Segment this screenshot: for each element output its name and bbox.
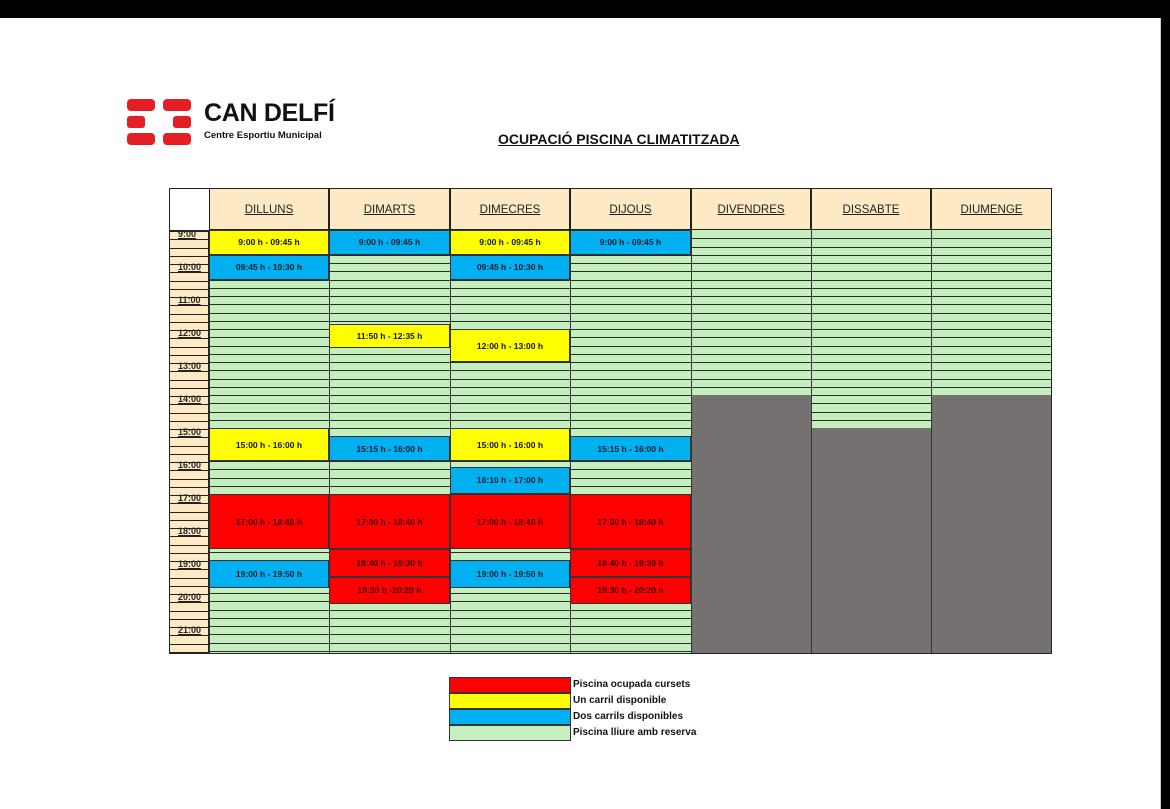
brand-subtitle: Centre Esportiu Municipal — [204, 130, 322, 141]
closed-period — [931, 395, 1052, 654]
slot-line — [932, 313, 1052, 314]
schedule-block: 9:00 h - 09:45 h — [209, 230, 329, 255]
slot-line — [210, 321, 329, 322]
slot-line — [210, 634, 329, 635]
slot-line — [812, 412, 931, 413]
schedule-block: 09:45 h - 10:30 h — [450, 255, 570, 280]
slot-line — [330, 370, 450, 371]
slot-line — [812, 395, 931, 396]
time-subdivision — [170, 404, 210, 405]
schedule-block: 19:30 h - 20:20 h — [570, 577, 691, 605]
slot-line — [692, 247, 811, 248]
slot-line — [330, 395, 450, 396]
slot-line — [451, 412, 570, 413]
slot-line — [692, 313, 811, 314]
slot-line — [571, 329, 691, 330]
slot-line — [451, 362, 570, 363]
time-subdivision — [170, 446, 210, 447]
slot-line — [451, 387, 570, 388]
slot-line — [571, 461, 691, 462]
slot-line — [210, 370, 329, 371]
slot-line — [330, 271, 450, 272]
slot-line — [692, 370, 811, 371]
schedule-block: 17:00 h - 18:40 h — [329, 494, 450, 549]
legend-swatch — [449, 725, 571, 741]
slot-line — [210, 593, 329, 594]
slot-line — [571, 321, 691, 322]
slot-line — [812, 313, 931, 314]
time-subdivision — [170, 355, 210, 356]
slot-line — [571, 412, 691, 413]
schedule-block: 15:15 h - 16:00 h — [329, 436, 450, 461]
slot-line — [451, 313, 570, 314]
slot-line — [812, 247, 931, 248]
slot-line — [210, 313, 329, 314]
slot-line — [571, 346, 691, 347]
schedule-block: 15:00 h - 16:00 h — [450, 428, 570, 461]
time-subdivision — [170, 644, 210, 645]
slot-line — [451, 461, 570, 462]
slot-line — [330, 634, 450, 635]
brand-name: CAN DELFÍ — [204, 99, 335, 127]
slot-line — [932, 296, 1052, 297]
schedule-block: 9:00 h - 09:45 h — [329, 230, 450, 255]
slot-line — [932, 321, 1052, 322]
slot-line — [210, 552, 329, 553]
slot-line — [210, 395, 329, 396]
slot-line — [812, 263, 931, 264]
slot-line — [210, 461, 329, 462]
slot-line — [692, 329, 811, 330]
slot-line — [571, 618, 691, 619]
slot-line — [571, 379, 691, 380]
hour-label: 20:00 — [178, 592, 202, 602]
slot-line — [812, 304, 931, 305]
slot-line — [571, 370, 691, 371]
closed-period — [691, 395, 811, 654]
time-subdivision — [170, 289, 210, 290]
time-subdivision — [170, 314, 210, 315]
hour-label: 14:00 — [178, 394, 202, 404]
slot-line — [210, 337, 329, 338]
day-header-dimecres: DIMECRES — [450, 188, 570, 230]
slot-line — [812, 288, 931, 289]
legend-item — [449, 709, 704, 725]
schedule-block: 9:00 h - 09:45 h — [450, 230, 570, 255]
slot-line — [571, 271, 691, 272]
slot-line — [330, 387, 450, 388]
slot-line — [330, 486, 450, 487]
slot-line — [330, 296, 450, 297]
slot-line — [812, 337, 931, 338]
time-subdivision — [170, 272, 210, 273]
slot-line — [692, 354, 811, 355]
slot-line — [210, 296, 329, 297]
slot-line — [571, 651, 691, 652]
time-subdivision — [170, 388, 210, 389]
slot-line — [210, 486, 329, 487]
time-subdivision — [170, 487, 210, 488]
schedule-block: 17:00 h - 18:40 h — [570, 494, 691, 549]
hour-label: 16:00 — [178, 460, 202, 470]
slot-line — [451, 321, 570, 322]
slot-line — [571, 610, 691, 611]
slot-line — [812, 280, 931, 281]
slot-line — [571, 486, 691, 487]
slot-line — [571, 263, 691, 264]
time-subdivision — [170, 437, 210, 438]
time-subdivision — [170, 454, 210, 455]
hour-label: 10:00 — [178, 262, 202, 272]
slot-line — [571, 387, 691, 388]
slot-line — [330, 610, 450, 611]
page-title: OCUPACIÓ PISCINA CLIMATITZADA — [498, 131, 740, 147]
legend-swatch — [449, 677, 571, 693]
hour-label: 15:00 — [178, 427, 202, 437]
slot-line — [451, 618, 570, 619]
slot-line — [692, 296, 811, 297]
slot-line — [210, 478, 329, 479]
schedule-block: 18:40 h - 19:30 h — [329, 549, 450, 577]
slot-line — [330, 379, 450, 380]
slot-line — [692, 337, 811, 338]
slot-line — [932, 263, 1052, 264]
slot-line — [330, 618, 450, 619]
slot-line — [210, 304, 329, 305]
slot-line — [451, 280, 570, 281]
slot-line — [692, 321, 811, 322]
time-subdivision — [170, 569, 210, 570]
legend-item — [449, 693, 704, 709]
day-header-dilluns: DILLUNS — [209, 188, 329, 230]
slot-line — [812, 255, 931, 256]
slot-line — [451, 420, 570, 421]
slot-line — [330, 313, 450, 314]
slot-line — [932, 288, 1052, 289]
slot-line — [210, 618, 329, 619]
slot-line — [692, 271, 811, 272]
time-subdivision — [170, 602, 210, 603]
slot-line — [571, 428, 691, 429]
schedule-block: 19:00 h - 19:50 h — [450, 560, 570, 588]
schedule-block: 9:00 h - 09:45 h — [570, 230, 691, 255]
slot-line — [210, 280, 329, 281]
slot-line — [451, 626, 570, 627]
hour-label: 12:00 — [178, 328, 202, 338]
slot-line — [571, 634, 691, 635]
schedule-grid — [169, 188, 1052, 654]
time-subdivision — [170, 239, 210, 240]
hour-label: 19:00 — [178, 559, 202, 569]
time-subdivision — [170, 536, 210, 537]
slot-line — [451, 288, 570, 289]
schedule-block: 19:00 h - 19:50 h — [209, 560, 329, 588]
hour-label: 21:00 — [178, 625, 202, 635]
legend-item — [449, 677, 704, 693]
slot-line — [330, 626, 450, 627]
slot-line — [692, 362, 811, 363]
slot-line — [330, 478, 450, 479]
slot-line — [210, 362, 329, 363]
slot-line — [692, 263, 811, 264]
slot-line — [210, 387, 329, 388]
day-header-dissabte: DISSABTE — [811, 188, 931, 230]
slot-line — [451, 370, 570, 371]
slot-line — [812, 379, 931, 380]
day-header-divendres: DIVENDRES — [691, 188, 811, 230]
slot-line — [932, 329, 1052, 330]
slot-line — [571, 469, 691, 470]
slot-line — [932, 271, 1052, 272]
slot-line — [451, 643, 570, 644]
slot-line — [451, 552, 570, 553]
slot-line — [812, 296, 931, 297]
time-subdivision — [170, 503, 210, 504]
slot-line — [812, 370, 931, 371]
slot-line — [812, 420, 931, 421]
slot-line — [451, 403, 570, 404]
schedule-block: 12:00 h - 13:00 h — [450, 329, 570, 362]
slot-line — [451, 296, 570, 297]
slot-line — [692, 346, 811, 347]
time-subdivision — [170, 322, 210, 323]
time-subdivision — [170, 470, 210, 471]
slot-line — [932, 247, 1052, 248]
slot-line — [692, 288, 811, 289]
slot-line — [932, 370, 1052, 371]
hour-label: 18:00 — [178, 526, 202, 536]
slot-line — [932, 304, 1052, 305]
day-header-dimarts: DIMARTS — [329, 188, 450, 230]
slot-line — [330, 280, 450, 281]
time-subdivision — [170, 520, 210, 521]
slot-line — [451, 601, 570, 602]
slot-line — [692, 255, 811, 256]
slot-line — [210, 469, 329, 470]
slot-line — [571, 403, 691, 404]
schedule-block: 17:00 h - 18:40 h — [450, 494, 570, 549]
slot-line — [932, 362, 1052, 363]
slot-line — [451, 379, 570, 380]
slot-line — [932, 337, 1052, 338]
slot-line — [932, 379, 1052, 380]
slot-line — [812, 362, 931, 363]
can-delfi-logo-icon — [127, 99, 191, 145]
time-subdivision — [170, 586, 210, 587]
slot-line — [330, 321, 450, 322]
slot-line — [812, 354, 931, 355]
slot-line — [932, 280, 1052, 281]
slot-line — [812, 403, 931, 404]
time-subdivision — [170, 256, 210, 257]
slot-line — [812, 387, 931, 388]
slot-line — [210, 379, 329, 380]
time-subdivision — [170, 611, 210, 612]
legend-label: Un carril disponible — [573, 695, 667, 706]
hour-label: 9:00 — [178, 229, 197, 239]
legend-item — [449, 725, 704, 741]
time-subdivision — [170, 413, 210, 414]
schedule-block: 16:10 h - 17:00 h — [450, 467, 570, 495]
time-subdivision — [170, 281, 210, 282]
hour-label: 13:00 — [178, 361, 202, 371]
legend-label: Piscina lliure amb reserva — [573, 727, 697, 738]
hour-label: 11:00 — [178, 295, 201, 305]
slot-line — [451, 593, 570, 594]
schedule-block: 09:45 h - 10:30 h — [209, 255, 329, 280]
time-subdivision — [170, 248, 210, 249]
time-subdivision — [170, 305, 210, 306]
hour-label: 17:00 — [178, 493, 202, 503]
slot-line — [812, 238, 931, 239]
time-subdivision — [170, 347, 210, 348]
schedule-block: 15:15 h - 16:00 h — [570, 436, 691, 461]
slot-line — [330, 288, 450, 289]
slot-line — [451, 651, 570, 652]
slot-line — [932, 387, 1052, 388]
slot-line — [571, 313, 691, 314]
slot-line — [571, 643, 691, 644]
slot-line — [571, 280, 691, 281]
schedule-block: 17:00 h - 18:40 h — [209, 494, 329, 549]
slot-line — [692, 387, 811, 388]
slot-line — [330, 354, 450, 355]
slot-line — [571, 337, 691, 338]
slot-line — [330, 420, 450, 421]
slot-line — [571, 288, 691, 289]
slot-line — [812, 271, 931, 272]
legend-label: Piscina ocupada cursets — [573, 679, 691, 690]
slot-line — [210, 601, 329, 602]
slot-line — [571, 395, 691, 396]
time-subdivision — [170, 635, 210, 636]
legend-swatch — [449, 693, 571, 709]
time-subdivision — [170, 421, 210, 422]
slot-line — [812, 321, 931, 322]
slot-line — [330, 461, 450, 462]
slot-line — [210, 346, 329, 347]
slot-line — [571, 362, 691, 363]
slot-line — [330, 412, 450, 413]
slot-line — [210, 651, 329, 652]
slot-line — [571, 304, 691, 305]
day-header-dijous: DIJOUS — [570, 188, 691, 230]
schedule-block: 19:30 h -20:20 h — [329, 577, 450, 605]
slot-line — [692, 304, 811, 305]
time-subdivision — [170, 652, 210, 653]
slot-line — [210, 403, 329, 404]
time-subdivision — [170, 479, 210, 480]
slot-line — [812, 329, 931, 330]
closed-period — [811, 428, 931, 654]
time-subdivision — [170, 380, 210, 381]
slot-line — [451, 634, 570, 635]
slot-line — [210, 626, 329, 627]
schedule-block: 18:40 h - 19:30 h — [570, 549, 691, 577]
slot-line — [451, 610, 570, 611]
slot-line — [571, 354, 691, 355]
slot-line — [210, 329, 329, 330]
schedule-block: 11:50 h - 12:35 h — [329, 324, 450, 349]
slot-line — [210, 412, 329, 413]
slot-line — [932, 354, 1052, 355]
time-subdivision — [170, 619, 210, 620]
time-subdivision — [170, 371, 210, 372]
slot-line — [451, 395, 570, 396]
slot-line — [330, 362, 450, 363]
slot-line — [210, 354, 329, 355]
slot-line — [692, 238, 811, 239]
slot-line — [692, 379, 811, 380]
slot-line — [692, 280, 811, 281]
schedule-block: 15:00 h - 16:00 h — [209, 428, 329, 461]
time-subdivision — [170, 553, 210, 554]
time-subdivision — [170, 578, 210, 579]
slot-line — [210, 610, 329, 611]
slot-line — [210, 643, 329, 644]
slot-line — [932, 238, 1052, 239]
slot-line — [330, 643, 450, 644]
day-header-diumenge: DIUMENGE — [931, 188, 1052, 230]
slot-line — [571, 626, 691, 627]
slot-line — [571, 420, 691, 421]
slot-line — [571, 296, 691, 297]
slot-line — [330, 263, 450, 264]
slot-line — [812, 346, 931, 347]
slot-line — [330, 428, 450, 429]
page-edge — [1160, 18, 1161, 809]
slot-line — [571, 255, 691, 256]
slot-line — [330, 469, 450, 470]
time-subdivision — [170, 545, 210, 546]
legend-swatch — [449, 709, 571, 725]
slot-line — [451, 304, 570, 305]
slot-line — [330, 255, 450, 256]
slot-line — [330, 304, 450, 305]
slot-line — [210, 288, 329, 289]
slot-line — [571, 478, 691, 479]
time-subdivision — [170, 512, 210, 513]
slot-line — [932, 255, 1052, 256]
time-subdivision — [170, 338, 210, 339]
slot-line — [932, 346, 1052, 347]
slot-line — [210, 420, 329, 421]
time-column — [169, 230, 209, 654]
slot-line — [330, 651, 450, 652]
legend-label: Dos carrils disponibles — [573, 711, 684, 722]
slot-line — [330, 403, 450, 404]
